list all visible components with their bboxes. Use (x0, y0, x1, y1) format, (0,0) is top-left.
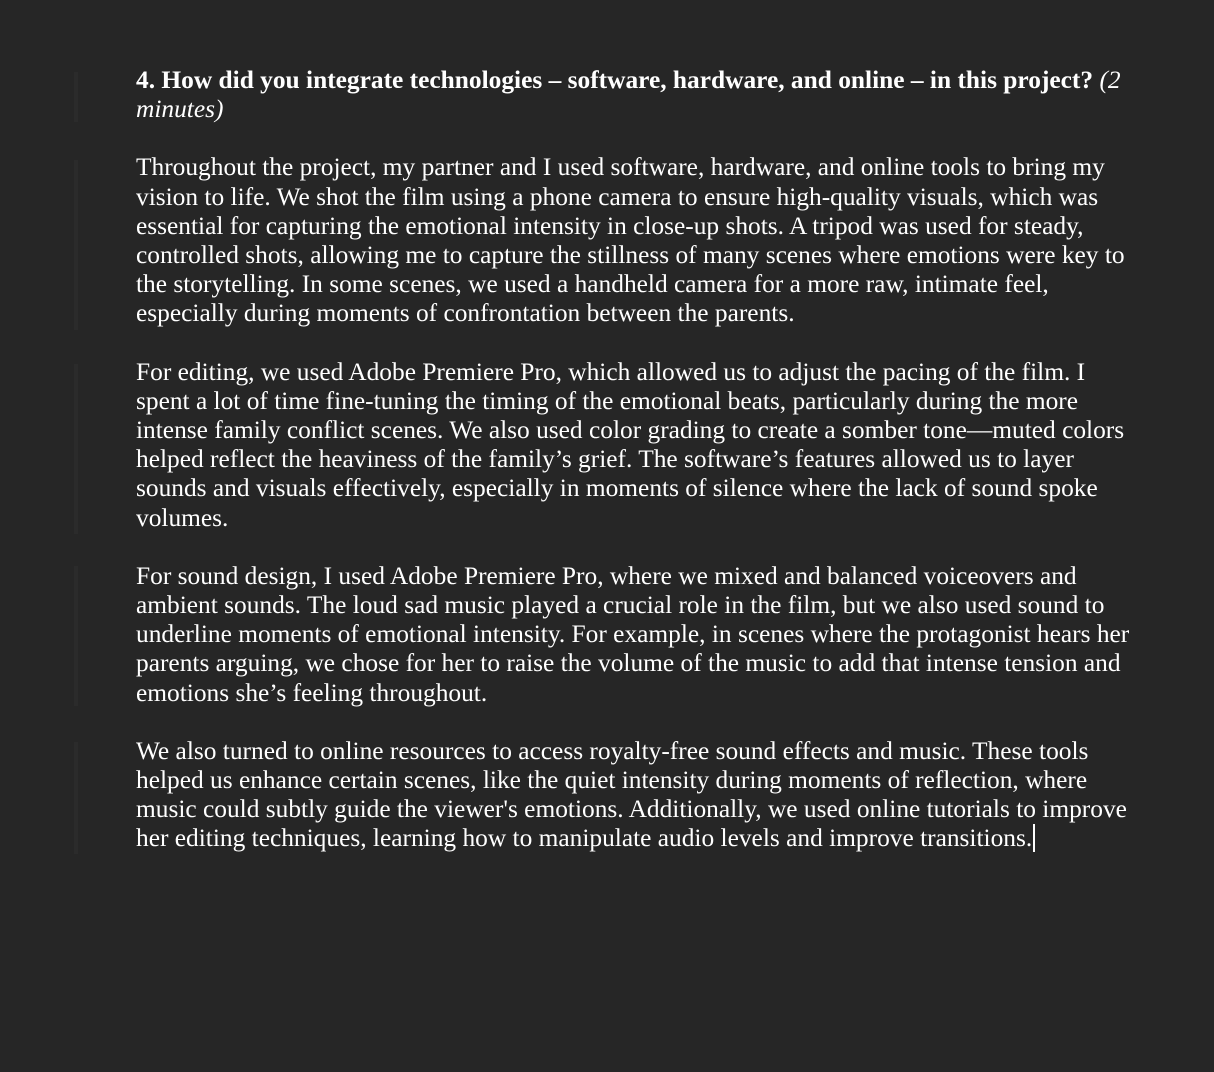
margin-marker (74, 72, 78, 122)
document-body[interactable] (136, 66, 1136, 854)
margin-marker (74, 160, 78, 330)
paragraph-sound-design: For sound design, I used Adobe Premiere Pro, where we mixed and balanced voiceovers and ambient sounds. The loud sad music played a crucial role in the film, but we also used sound to underline moments of emotional intensity. For example, in scenes where the protagonist hears her parents arguing, we chose for her to raise the volume of the music to add that intense tension and emotions she’s feeling throughout. (136, 561, 1130, 707)
paragraph-technology: Throughout the project, my partner and I used software, hardware, and online tools to bring my vision to life. We shot the film using a phone camera to ensure high-quality visuals, which was essential for capturing the emotional intensity in close-up shots. A tripod was used for steady, controlled shots, allowing me to capture the stillness of many scenes where emotions were key to the storytelling. In some scenes, we used a handheld camera for a more raw, intimate feel, especially during moments of confrontation between the parents. (136, 153, 1125, 328)
margin-marker (74, 742, 78, 854)
question-duration: (2 minutes) (136, 66, 1121, 124)
question-title: 4. How did you integrate technologies – software, hardware, and online – in this project? (136, 66, 1094, 94)
paragraph-online-resources (136, 737, 1136, 854)
question-heading (136, 66, 1136, 124)
paragraph-editing: For editing, we used Adobe Premiere Pro, which allowed us to adjust the pacing of the film. I spent a lot of time fine-tuning the timing of the emotional beats, particularly during the more intense family conflict scenes. We also used color grading to create a somber tone—muted colors helped reflect the heaviness of the family’s grief. The software’s features allowed us to layer sounds and visuals effectively, especially in moments of silence where the lack of sound spoke volumes. (136, 357, 1125, 532)
text-caret (1033, 824, 1035, 852)
margin-marker (74, 364, 78, 534)
paragraph-online-resources-text: We also turned to online resources to access royalty-free sound effects and music. These tools helped us enhance certain scenes, like the quiet intensity during moments of reflection, where music could subtly guide the viewer's emotions. Additionally, we used online tutorials to improve her editing techniques, learning how to manipulate audio levels and improve transitions. (136, 736, 1127, 853)
margin-marker (74, 566, 78, 706)
